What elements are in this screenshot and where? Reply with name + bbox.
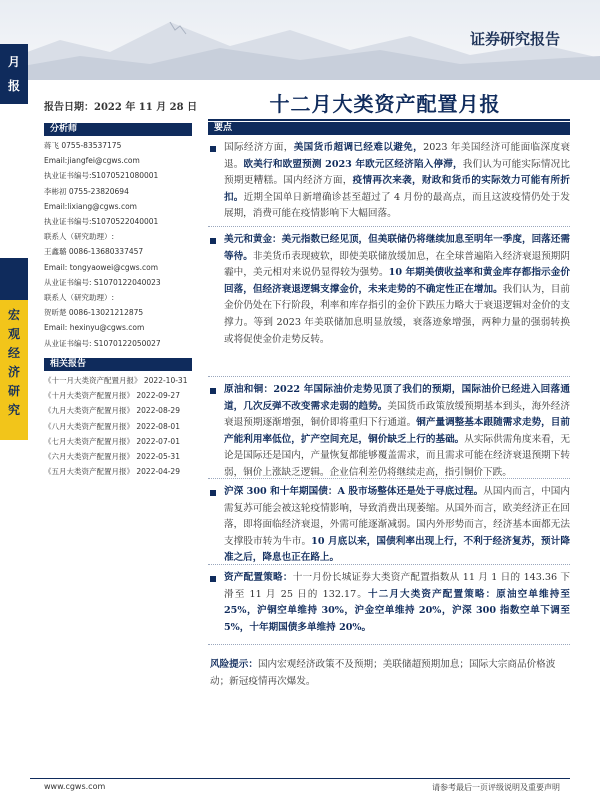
related-report-link[interactable]: 《九月大类资产配置月报》 2022-08-29: [44, 406, 180, 416]
divider: [208, 644, 570, 645]
footer-rule: [30, 778, 570, 779]
analyst-heading: 分析师: [44, 123, 192, 136]
divider: [208, 478, 570, 479]
related-heading: 相关报告: [44, 358, 192, 371]
side-char: 经: [7, 346, 20, 360]
bullet-icon: [210, 576, 216, 582]
side-char: 究: [7, 403, 20, 417]
analyst-line: 贺昕楚 0086-13021212875: [44, 308, 144, 318]
point-allocation-strategy: 资产配置策略：十一月份长城证券大类资产配置指数从 11 月 1 日的 143.36 下滑至 11 月 25 日的 132.17。十二月大类资产配置策略：原油空单维持至 25%，沪铜空单维持 30%，沪金空单维持 20%，沪深 300 指数空单下调至 5%，十年期国债多单维持 20%。: [224, 572, 571, 633]
analyst-line: 王鑫璐 0086-13680337457: [44, 247, 144, 257]
side-char: 观: [7, 327, 20, 341]
point-oil-copper: 原油和铜：2022 年国际油价走势见顶了我们的预期，国际油价已经进入回落通道，几次反弹不改变需求走弱的趋势。美国货币政策放缓预期基本到头，海外经济衰退预期逐渐增强，铜价即将重归下行通道。铜产量调整基本跟随需求走势，目前产能利用率低位，扩产空间充足，铜价缺乏上行的基础。从实际供需角度来看，无论是国际还是国内，产量恢复都能够覆盖需求，而且需求可能在经济衰退预期下转弱，铜价上涨缺乏逻辑。企业信利差仍将继续走高，指引铜价下跌。: [224, 384, 571, 478]
title-rule: [208, 119, 570, 121]
analyst-line: Email:jiangfei@cgws.com: [44, 156, 140, 166]
risk-warning: 风险提示：国内宏观经济政策不及预期；美联储超预期加息；国际大宗商品价格波动；新冠疫情再次爆发。: [210, 659, 556, 687]
related-report-link[interactable]: 《十月大类资产配置月报》 2022-09-27: [44, 391, 180, 401]
related-report-link[interactable]: 《七月大类资产配置月报》 2022-07-01: [44, 436, 180, 446]
related-report-link[interactable]: 《十一月大类资产配置月报》 2022-10-31: [44, 376, 188, 385]
related-report-link[interactable]: 《六月大类资产配置月报》 2022-05-31: [44, 452, 180, 462]
bullet-icon: [210, 490, 216, 496]
divider: [208, 226, 570, 227]
bullet-icon: [210, 238, 216, 244]
analyst-line: Email:lixiang@cgws.com: [44, 201, 137, 211]
divider: [208, 564, 570, 565]
key-points-heading: 要点: [208, 122, 570, 135]
analyst-line: Email: hexinyu@cgws.com: [44, 323, 145, 333]
bullet-icon: [210, 388, 216, 394]
analyst-line: 从业证书编号: S1070122040023: [44, 277, 161, 287]
analyst-line: 联系人（研究助理）:: [44, 293, 115, 303]
point-international-economy: 国际经济方面，美国货币超调已经难以避免，2023 年美国经济可能面临深度衰退。欧美行和欧盟预测 2023 年欧元区经济陷入停滞，我们认为可能实际情况比预期更糟糕。国内经济方面，疫情再次来袭，财政和货币的实际效力可能有所折扣。近期全国单日新增确诊甚至超过了 4 月份的最高点，而且这波疫情仍处于发展期，消费可能在疫情影响下大幅回落。: [224, 142, 571, 220]
side-char: 月: [7, 55, 20, 69]
side-tab-monthly: [0, 44, 28, 104]
analyst-line: 从业证书编号: S1070122050027: [44, 338, 161, 348]
report-title: 十二月大类资产配置月报: [269, 92, 501, 116]
analyst-line: 执业证书编号:S1070522040001: [44, 217, 159, 227]
analyst-line: Email: tongyaowei@cgws.com: [44, 262, 159, 272]
divider: [208, 376, 570, 377]
related-report-link[interactable]: 《五月大类资产配置月报》 2022-04-29: [44, 467, 180, 477]
report-date: 报告日期：2022 年 11 月 28 日: [44, 102, 198, 113]
side-char: 宏: [7, 308, 20, 322]
analyst-line: 李彬初 0755-23820694: [44, 186, 129, 196]
side-char: 济: [7, 365, 20, 379]
side-char: 研: [7, 384, 20, 398]
side-char: 报: [7, 79, 20, 93]
analyst-info: [44, 138, 194, 351]
bullet-icon: [210, 146, 216, 152]
analyst-line: 联系人（研究助理）:: [44, 232, 115, 242]
analyst-line: 执业证书编号:S1070521080001: [44, 171, 159, 181]
footer-url-link[interactable]: www.cgws.com: [44, 782, 106, 791]
analyst-line: 蒋飞 0755-83537175: [44, 141, 122, 150]
side-tab-section: [0, 300, 28, 440]
related-report-link[interactable]: 《八月大类资产配置月报》 2022-08-01: [44, 421, 180, 431]
footer-disclaimer: 请参考最后一页评级说明及重要声明: [432, 783, 560, 792]
point-dollar-gold: 美元和黄金：美元指数已经见顶，但美联储仍将继续加息至明年一季度，回落还需等待。非美货币表现疲软，即使美联储放缓加息，在全球普遍陷入经济衰退预期阴霾中，美元相对来说仍显得较为强势。10 年期美债收益率和黄金库存都指示金价回落，但经济衰退逻辑支撑金价，未来走势的不确定性正在增加。我们认为，目前金价仍处在下行阶段，利率和库存指引的金价下跌压力略大于衰退逻辑对金价的支撑力。等到 2023 年美联储加息明显放缓，衰落迹象增强，两种力量的强弱转换或将促使金价走势反转。: [224, 234, 571, 345]
report-type-label: 证券研究报告: [469, 30, 560, 48]
related-reports: [44, 373, 194, 479]
point-csi300-bonds: 沪深 300 和十年期国债：A 股市场整体还是处于寻底过程。从国内而言，中国内需复苏可能会被这轮疫情影响，导致消费出现萎缩。从国外而言，欧美经济正在回落，即将面临经济衰退，外需可能逐渐减弱。国内外形势而言，经济基本面都无法支撑股市转为牛市。10 月底以来，国债利率出现上行，不利于经济复苏，预计降准之后，降息也正在路上。: [224, 486, 570, 564]
